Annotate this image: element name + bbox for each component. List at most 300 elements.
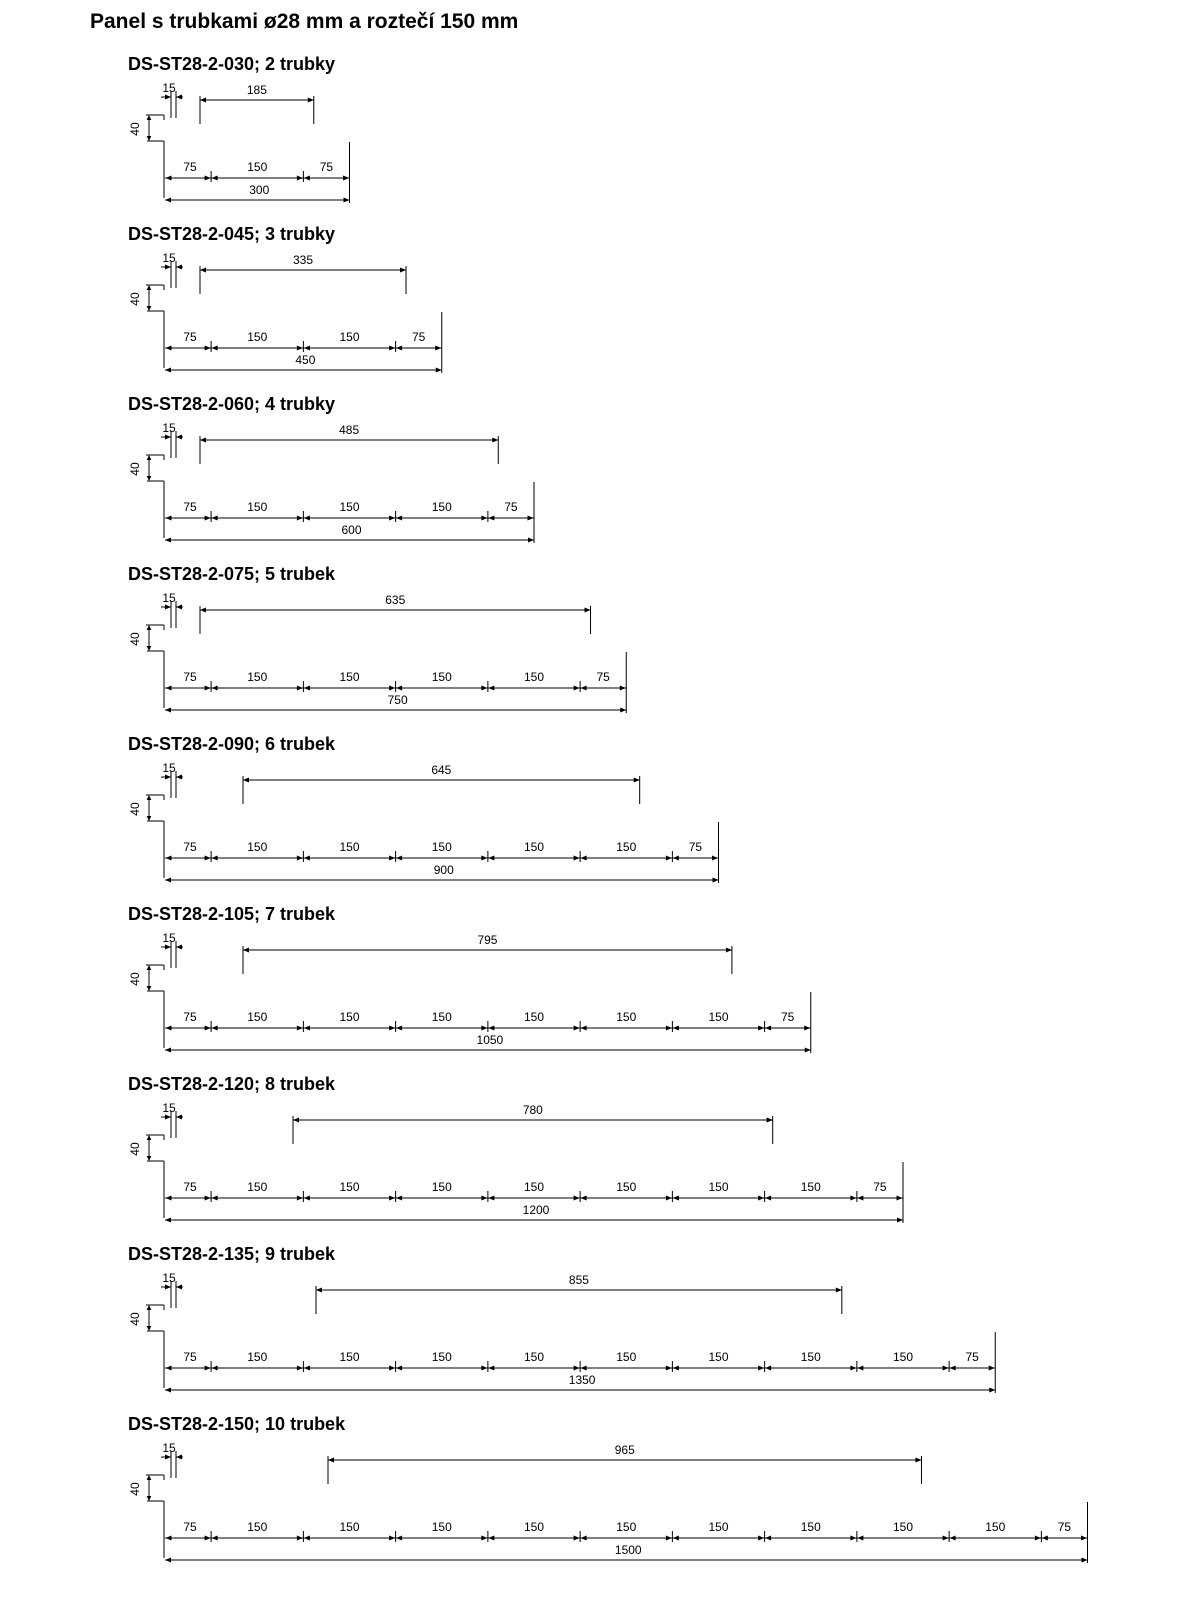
panel-title: DS-ST28-2-120; 8 trubek: [128, 1074, 336, 1094]
pipe-length-label: 965: [614, 1443, 635, 1457]
arrowhead: [396, 516, 402, 521]
segment-label: 150: [616, 840, 637, 854]
segment-label: 75: [183, 330, 197, 344]
arrowhead: [950, 1366, 956, 1371]
arrowhead: [389, 1366, 395, 1371]
segment-label: 150: [431, 840, 452, 854]
arrowhead: [396, 1536, 402, 1541]
arrowhead: [165, 1558, 171, 1563]
arrowhead: [165, 538, 171, 543]
arrowhead: [850, 1366, 856, 1371]
offset-label: 15: [162, 591, 176, 605]
arrowhead: [165, 945, 171, 950]
arrowhead: [581, 1536, 587, 1541]
arrowhead: [165, 775, 171, 780]
arrowhead: [297, 686, 303, 691]
arrowhead: [389, 686, 395, 691]
arrowhead: [304, 1536, 310, 1541]
arrowhead: [481, 1196, 487, 1201]
segment-label: 150: [431, 670, 452, 684]
segment-label: 150: [523, 840, 545, 854]
segment-label: 75: [183, 1180, 197, 1194]
arrowhead: [205, 346, 211, 351]
segment-label: 150: [708, 1180, 729, 1194]
arrowhead: [165, 265, 171, 270]
arrowhead: [481, 1536, 487, 1541]
offset-label: 15: [162, 1101, 176, 1115]
segment-label: 75: [504, 500, 518, 514]
arrowhead: [165, 1388, 171, 1393]
segment-label: 150: [708, 1010, 729, 1024]
segment-label: 150: [800, 1520, 821, 1534]
arrowhead: [165, 95, 171, 100]
arrowhead: [165, 1285, 171, 1290]
arrowhead: [176, 605, 182, 610]
arrowhead: [805, 1048, 811, 1053]
arrowhead: [147, 816, 152, 821]
height-label: 40: [128, 1482, 142, 1496]
segment-label: 150: [247, 1010, 268, 1024]
segment-label: 150: [339, 840, 360, 854]
total-label: 1050: [476, 1033, 504, 1047]
arrowhead: [666, 1196, 672, 1201]
arrowhead: [492, 438, 498, 443]
arrowhead: [147, 1496, 152, 1501]
segment-label: 150: [431, 1350, 452, 1364]
arrowhead: [212, 346, 218, 351]
arrowhead: [758, 1196, 764, 1201]
height-label: 40: [128, 462, 142, 476]
arrowhead: [389, 1026, 395, 1031]
arrowhead: [581, 856, 587, 861]
arrowhead: [147, 965, 152, 970]
arrowhead: [343, 176, 349, 181]
arrowhead: [528, 516, 534, 521]
arrowhead: [147, 285, 152, 290]
arrowhead: [673, 1026, 679, 1031]
total-label: 450: [295, 353, 316, 367]
arrowhead: [166, 1026, 172, 1031]
arrowhead: [989, 1366, 995, 1371]
arrowhead: [943, 1536, 949, 1541]
arrowhead: [297, 1196, 303, 1201]
total-label: 300: [249, 183, 270, 197]
pipe-length-label: 485: [339, 423, 360, 437]
segment-label: 75: [183, 1520, 197, 1534]
offset-label: 15: [162, 1271, 176, 1285]
arrowhead: [857, 1536, 863, 1541]
arrowhead: [304, 346, 310, 351]
arrowhead: [165, 1115, 171, 1120]
segment-label: 150: [247, 1520, 268, 1534]
arrowhead: [304, 1026, 310, 1031]
arrowhead: [297, 1366, 303, 1371]
total-label: 600: [341, 523, 362, 537]
pipe-length-label: 855: [568, 1273, 589, 1287]
segment-label: 75: [183, 1350, 197, 1364]
arrowhead: [165, 368, 171, 373]
arrowhead: [620, 686, 626, 691]
arrowhead: [850, 1196, 856, 1201]
total-label: 1500: [614, 1543, 642, 1557]
arrowhead: [304, 1196, 310, 1201]
segment-label: 150: [339, 670, 360, 684]
panel-title: DS-ST28-2-060; 4 trubky: [128, 394, 336, 414]
arrowhead: [176, 775, 182, 780]
panel-title: DS-ST28-2-135; 9 trubek: [128, 1244, 336, 1264]
total-label: 1350: [568, 1373, 596, 1387]
arrowhead: [200, 438, 206, 443]
arrowhead: [396, 1026, 402, 1031]
segment-label: 150: [616, 1010, 637, 1024]
segment-label: 75: [596, 670, 610, 684]
arrowhead: [1081, 1536, 1087, 1541]
arrowhead: [165, 1048, 171, 1053]
arrowhead: [1035, 1536, 1041, 1541]
arrowhead: [212, 516, 218, 521]
arrowhead: [666, 1366, 672, 1371]
arrowhead: [212, 1196, 218, 1201]
segment-label: 75: [183, 1010, 197, 1024]
segment-label: 150: [339, 1350, 360, 1364]
arrowhead: [328, 1458, 334, 1463]
arrowhead: [297, 516, 303, 521]
arrowhead: [581, 1026, 587, 1031]
arrowhead: [166, 1536, 172, 1541]
arrowhead: [389, 1536, 395, 1541]
segment-label: 150: [339, 330, 360, 344]
arrowhead: [176, 95, 182, 100]
panel-title: DS-ST28-2-045; 3 trubky: [128, 224, 336, 244]
arrowhead: [488, 1536, 494, 1541]
arrowhead: [147, 306, 152, 311]
arrowhead: [316, 1288, 322, 1293]
arrowhead: [857, 1196, 863, 1201]
arrowhead: [212, 856, 218, 861]
arrowhead: [585, 608, 591, 613]
arrowhead: [666, 856, 672, 861]
arrowhead: [488, 1196, 494, 1201]
segment-label: 150: [523, 1010, 545, 1024]
arrowhead: [176, 1285, 182, 1290]
arrowhead: [297, 176, 303, 181]
offset-label: 15: [162, 251, 176, 265]
arrowhead: [758, 1536, 764, 1541]
arrowhead: [165, 878, 171, 883]
arrowhead: [758, 1026, 764, 1031]
segment-label: 150: [523, 670, 545, 684]
arrowhead: [297, 1536, 303, 1541]
height-label: 40: [128, 122, 142, 136]
arrowhead: [166, 176, 172, 181]
arrowhead: [836, 1288, 842, 1293]
arrowhead: [212, 1026, 218, 1031]
offset-label: 15: [162, 761, 176, 775]
arrowhead: [176, 1115, 182, 1120]
segment-label: 150: [708, 1350, 729, 1364]
segment-label: 150: [892, 1520, 914, 1534]
segment-label: 75: [781, 1010, 795, 1024]
arrowhead: [713, 878, 719, 883]
arrowhead: [574, 1196, 580, 1201]
arrowhead: [243, 778, 249, 783]
total-label: 1200: [522, 1203, 550, 1217]
arrowhead: [396, 856, 402, 861]
arrowhead: [166, 516, 172, 521]
arrowhead: [666, 1026, 672, 1031]
segment-label: 150: [247, 330, 268, 344]
arrowhead: [147, 1326, 152, 1331]
arrowhead: [212, 686, 218, 691]
arrowhead: [488, 516, 494, 521]
arrowhead: [673, 1536, 679, 1541]
segment-label: 75: [183, 160, 197, 174]
arrowhead: [212, 176, 218, 181]
arrowhead: [165, 605, 171, 610]
arrowhead: [765, 1026, 771, 1031]
arrowhead: [147, 625, 152, 630]
panel-drawing: [128, 761, 719, 883]
segment-label: 150: [523, 1180, 545, 1194]
arrowhead: [989, 1388, 995, 1393]
arrowhead: [765, 1536, 771, 1541]
offset-label: 15: [162, 421, 176, 435]
arrowhead: [396, 686, 402, 691]
segment-label: 150: [708, 1520, 729, 1534]
arrowhead: [1082, 1558, 1088, 1563]
arrowhead: [165, 1218, 171, 1223]
arrowhead: [574, 1026, 580, 1031]
arrowhead: [147, 476, 152, 481]
pipe-length-label: 185: [246, 83, 267, 97]
arrowhead: [897, 1196, 903, 1201]
total-label: 750: [387, 693, 408, 707]
arrowhead: [488, 686, 494, 691]
arrowhead: [528, 538, 534, 543]
arrowhead: [857, 1366, 863, 1371]
panel-drawing: [128, 421, 534, 543]
segment-label: 150: [616, 1350, 637, 1364]
arrowhead: [765, 1366, 771, 1371]
arrowhead: [297, 346, 303, 351]
arrowhead: [481, 516, 487, 521]
height-label: 40: [128, 802, 142, 816]
arrowhead: [574, 856, 580, 861]
arrowhead: [767, 1118, 773, 1123]
arrowhead: [581, 686, 587, 691]
arrowhead: [344, 198, 350, 203]
segment-label: 75: [183, 840, 197, 854]
arrowhead: [481, 856, 487, 861]
arrowhead: [297, 856, 303, 861]
segment-label: 150: [247, 500, 268, 514]
arrowhead: [147, 646, 152, 651]
arrowhead: [304, 1366, 310, 1371]
arrowhead: [389, 1196, 395, 1201]
segment-label: 150: [616, 1180, 637, 1194]
arrowhead: [147, 115, 152, 120]
arrowhead: [176, 435, 182, 440]
arrowhead: [435, 346, 441, 351]
segment-label: 150: [247, 840, 268, 854]
segment-label: 150: [431, 1180, 452, 1194]
arrowhead: [488, 1026, 494, 1031]
height-label: 40: [128, 292, 142, 306]
segment-label: 75: [319, 160, 334, 174]
arrowhead: [165, 1455, 171, 1460]
segment-label: 75: [873, 1180, 887, 1194]
panel-title: DS-ST28-2-090; 6 trubek: [128, 734, 336, 754]
arrowhead: [147, 795, 152, 800]
segment-label: 150: [247, 670, 268, 684]
arrowhead: [297, 1026, 303, 1031]
arrowhead: [304, 176, 310, 181]
pipe-length-label: 635: [385, 593, 406, 607]
arrowhead: [205, 1366, 211, 1371]
panel-drawing: [128, 1271, 995, 1393]
arrowhead: [389, 856, 395, 861]
arrowhead: [147, 136, 152, 141]
offset-label: 15: [162, 931, 176, 945]
arrowhead: [205, 176, 211, 181]
arrowhead: [205, 856, 211, 861]
arrowhead: [943, 1366, 949, 1371]
panel-drawing: [128, 1441, 1088, 1563]
arrowhead: [915, 1458, 921, 1463]
arrowhead: [481, 686, 487, 691]
arrowhead: [205, 516, 211, 521]
arrowhead: [304, 516, 310, 521]
arrowhead: [488, 856, 494, 861]
arrowhead: [200, 98, 206, 103]
height-label: 40: [128, 972, 142, 986]
arrowhead: [176, 1455, 182, 1460]
segment-label: 150: [616, 1520, 637, 1534]
arrowhead: [396, 346, 402, 351]
segment-label: 150: [339, 1010, 360, 1024]
segment-label: 75: [183, 500, 197, 514]
arrowhead: [481, 1366, 487, 1371]
arrowhead: [389, 516, 395, 521]
panel-title: DS-ST28-2-105; 7 trubek: [128, 904, 336, 924]
offset-label: 15: [162, 1441, 176, 1455]
arrowhead: [166, 1366, 172, 1371]
total-label: 900: [433, 863, 454, 877]
height-label: 40: [128, 632, 142, 646]
arrowhead: [400, 268, 406, 273]
arrowhead: [212, 1536, 218, 1541]
arrowhead: [389, 346, 395, 351]
pipe-length-label: 795: [477, 933, 498, 947]
arrowhead: [147, 986, 152, 991]
arrowhead: [673, 856, 679, 861]
segment-label: 150: [247, 1350, 268, 1364]
segment-label: 150: [247, 1180, 268, 1194]
arrowhead: [574, 1536, 580, 1541]
arrowhead: [666, 1536, 672, 1541]
arrowhead: [200, 608, 206, 613]
panel-title: DS-ST28-2-075; 5 trubek: [128, 564, 336, 584]
panel-title: DS-ST28-2-150; 10 trubek: [128, 1414, 346, 1434]
arrowhead: [205, 1536, 211, 1541]
arrowhead: [165, 198, 171, 203]
panel-drawing: [128, 931, 811, 1053]
segment-label: 150: [431, 1520, 452, 1534]
arrowhead: [212, 1366, 218, 1371]
height-label: 40: [128, 1312, 142, 1326]
arrowhead: [166, 686, 172, 691]
page-title: Panel s trubkami ø28 mm a roztečí 150 mm: [90, 10, 519, 33]
arrowhead: [308, 98, 314, 103]
arrowhead: [147, 1475, 152, 1480]
panel-title: DS-ST28-2-030; 2 trubky: [128, 54, 336, 74]
arrowhead: [165, 708, 171, 713]
segment-label: 150: [523, 1520, 545, 1534]
arrowhead: [897, 1218, 903, 1223]
arrowhead: [581, 1196, 587, 1201]
arrowhead: [176, 945, 182, 950]
segment-label: 150: [247, 160, 268, 174]
segment-label: 75: [1057, 1520, 1072, 1534]
arrowhead: [147, 1305, 152, 1310]
arrowhead: [726, 948, 732, 953]
arrowhead: [396, 1196, 402, 1201]
segment-label: 150: [339, 1520, 360, 1534]
arrowhead: [620, 708, 626, 713]
arrowhead: [673, 1366, 679, 1371]
segment-label: 75: [183, 670, 197, 684]
arrowhead: [205, 1026, 211, 1031]
arrowhead: [634, 778, 640, 783]
height-label: 40: [128, 1142, 142, 1156]
panel-drawing: [128, 81, 350, 203]
arrowhead: [166, 1196, 172, 1201]
segment-label: 150: [523, 1350, 545, 1364]
arrowhead: [147, 1135, 152, 1140]
panel-drawing: [128, 1101, 903, 1223]
segment-label: 150: [339, 1180, 360, 1194]
arrowhead: [574, 686, 580, 691]
pipe-length-label: 335: [292, 253, 314, 267]
offset-label: 15: [162, 81, 176, 95]
arrowhead: [758, 1366, 764, 1371]
arrowhead: [147, 1156, 152, 1161]
arrowhead: [304, 856, 310, 861]
arrowhead: [673, 1196, 679, 1201]
arrowhead: [765, 1196, 771, 1201]
panel-drawing: [128, 591, 626, 713]
segment-label: 75: [688, 840, 703, 854]
arrowhead: [165, 435, 171, 440]
segment-label: 150: [431, 1010, 452, 1024]
arrowhead: [147, 455, 152, 460]
arrowhead: [243, 948, 249, 953]
arrowhead: [950, 1536, 956, 1541]
arrowhead: [488, 1366, 494, 1371]
arrowhead: [712, 856, 718, 861]
arrowhead: [581, 1366, 587, 1371]
arrowhead: [304, 686, 310, 691]
arrowhead: [205, 1196, 211, 1201]
segment-label: 150: [339, 500, 360, 514]
segment-label: 150: [431, 500, 452, 514]
arrowhead: [205, 686, 211, 691]
segment-label: 150: [800, 1350, 821, 1364]
segment-label: 75: [965, 1350, 979, 1364]
arrowhead: [396, 1366, 402, 1371]
arrowhead: [176, 265, 182, 270]
arrowhead: [481, 1026, 487, 1031]
